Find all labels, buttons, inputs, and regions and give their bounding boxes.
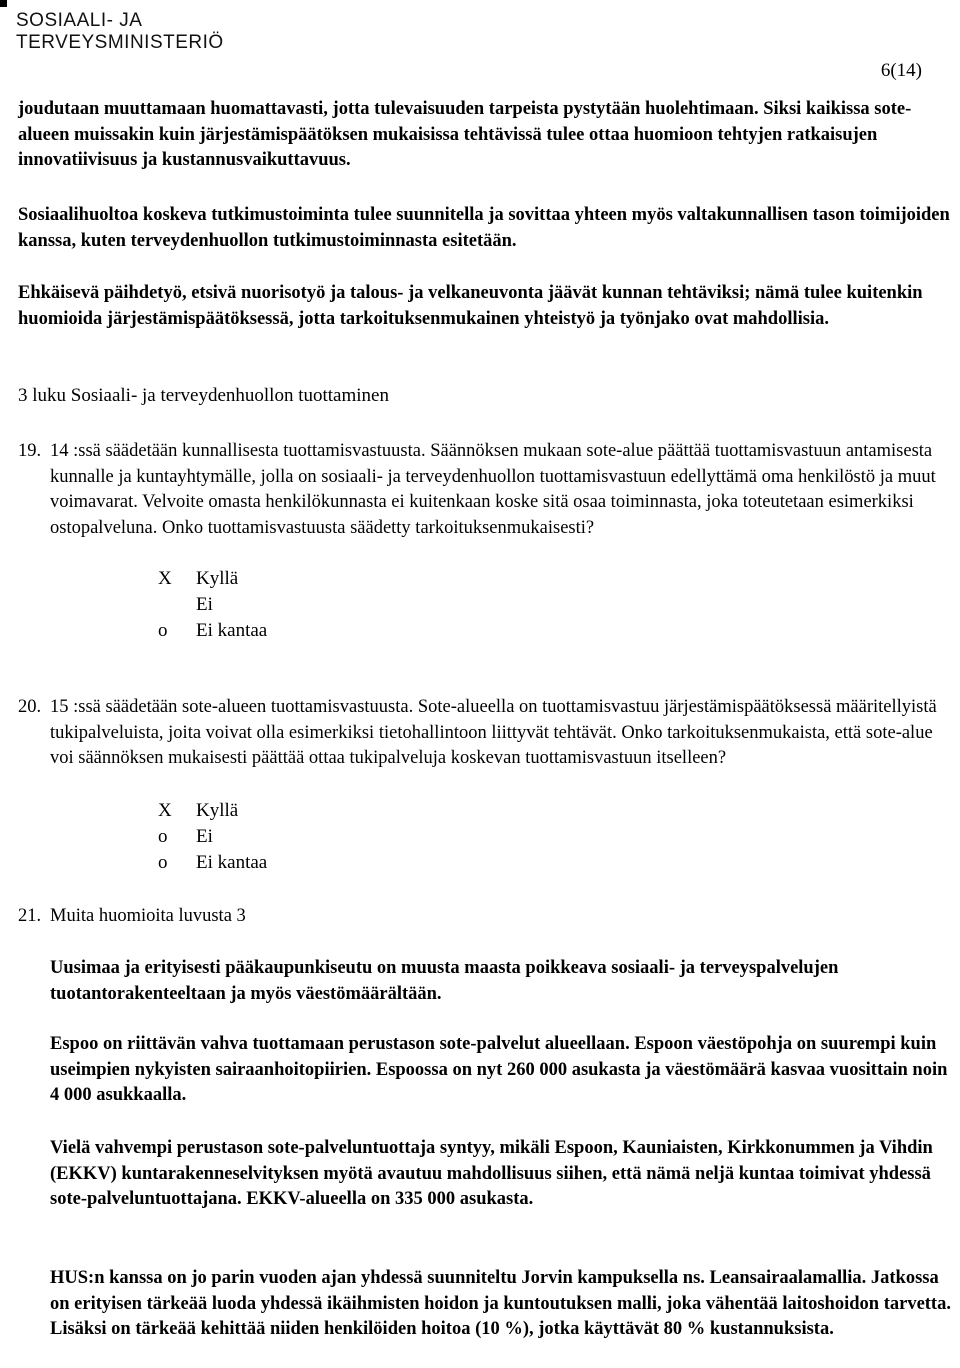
question-number: 20. [18,697,42,717]
logo-line-2: TERVEYSMINISTERIÖ [16,32,224,53]
paragraph-research: Sosiaalihuoltoa koskeva tutkimustoiminta tulee suunnitella ja sovittaa yhteen myös valtakunnallisen tason toimijoiden kanssa, kuten terveydenhuollon tutkimustoiminnasta esitetään. [18,205,950,251]
question-text: 14 :ssä säädetään kunnallisesta tuottamisvastuusta. Säännöksen mukaan sote-alue päättää tuottamisvastuun antamisesta kunnalle ja kuntayhtymälle, jolla on sosiaali- ja terveydenhuollon tuottamisvastuun edellyttämä oma henkilöstö ja muut voimavarat. Velvoite omasta henkilökunnasta ei kuitenkaan koske sitä osaa toiminnasta, joka toteutetaan esimerkiksi ostopalveluna. Onko tuottamisvastuusta säädetty tarkoituksenmukaisesti? [50,441,936,538]
q19-option-yes[interactable] [158,566,238,592]
option-mark: X [158,800,172,821]
answer-paragraph-uusimaa: Uusimaa ja erityisesti pääkaupunkiseutu on muusta maasta poikkeava sosiaali- ja terveyspalvelujen tuotantorakenteeltaan ja myös väestömäärältään. [50,958,839,1004]
question-text: 15 :ssä säädetään sote-alueen tuottamisvastuusta. Sote-alueella on tuottamisvastuu järjestämispäätöksessä määritellyistä tukipalveluista, joita voivat olla esimerkiksi tietohallintoon liittyvät tehtävät. Onko tarkoituksenmukaista, että sote-alue voi säännöksen mukaisesti päättää ottaa tukipalveluja koskevan tuottamisvastuun itselleen? [50,697,937,768]
question-number: 19. [18,441,42,461]
answer-paragraph-hus: HUS:n kanssa on jo parin vuoden ajan yhdessä suunniteltu Jorvin kampuksella ns. Leansairaalamallia. Jatkossa on erityisen tärkeää luoda yhdessä ikäihmisten hoidon ja kuntoutuksen malli, joka vähentää laitoshoidon tarvetta. Lisäksi on tärkeää kehittää niiden henkilöiden hoitoa (10 %), jotka käyttävät 80 % kustannuksista. [50,1268,951,1339]
logo-line-1: SOSIAALI- JA [16,10,143,31]
question-20 [18,695,958,772]
paragraph-prevention: Ehkäisevä päihdetyö, etsivä nuorisotyö ja talous- ja velkaneuvonta jäävät kunnan tehtäviksi; nämä tulee kuitenkin huomioida järjestämispäätöksessä, jotta tarkoituksenmukainen yhteistyö ja työnjako ovat mahdollisia. [18,283,923,329]
option-label: Ei kantaa [196,620,268,641]
question-21 [18,904,958,930]
option-label: Ei [196,594,213,615]
page-number: 6(14) [880,60,922,81]
question-19 [18,439,958,541]
option-mark: X [158,568,172,589]
q20-option-no[interactable] [158,824,213,850]
option-label: Ei kantaa [196,852,268,873]
option-mark: o [158,826,168,847]
option-label: Ei [196,826,213,847]
q20-option-no-opinion[interactable] [158,850,267,876]
ministry-logo [16,10,224,54]
option-mark: o [158,620,168,641]
q19-option-no-opinion[interactable] [158,618,267,644]
answer-paragraph-espoo: Espoo on riittävän vahva tuottamaan perustason sote-palvelut alueellaan. Espoon väestöpohja on suurempi kuin useimpien nykyisten sairaanhoitopiirien. Espoossa on nyt 260 000 asukasta ja väestömäärä kasvaa vuosittain noin 4 000 asukkaalla. [50,1034,948,1105]
question-text: Muita huomioita luvusta 3 [50,906,246,926]
q19-option-no[interactable] [158,592,213,618]
question-number: 21. [18,906,42,926]
section-heading: 3 luku Sosiaali- ja terveydenhuollon tuottaminen [18,385,389,406]
option-mark: o [158,852,168,873]
answer-paragraph-ekkv: Vielä vahvempi perustason sote-palveluntuottaja syntyy, mikäli Espoon, Kauniaisten, Kirkkonummen ja Vihdin (EKKV) kuntarakenneselvityksen myötä avautuu mahdollisuus siihen, että nämä neljä kuntaa toimivat yhdessä sote-palveluntuottajana. EKKV-alueella on 335 000 asukasta. [50,1138,933,1209]
paragraph-innovation: joudutaan muuttamaan huomattavasti, jotta tulevaisuuden tarpeista pystytään huolehtimaan. Siksi kaikissa sote-alueen muissakin kuin järjestämispäätöksen mukaisissa tehtävissä tulee ottaa huomioon tehtyjen ratkaisujen innovatiivisuus ja kustannusvaikuttavuus. [18,99,912,170]
option-label: Kyllä [196,800,239,821]
option-label: Kyllä [196,568,239,589]
logo-square [0,0,7,7]
q20-option-yes[interactable] [158,798,238,824]
